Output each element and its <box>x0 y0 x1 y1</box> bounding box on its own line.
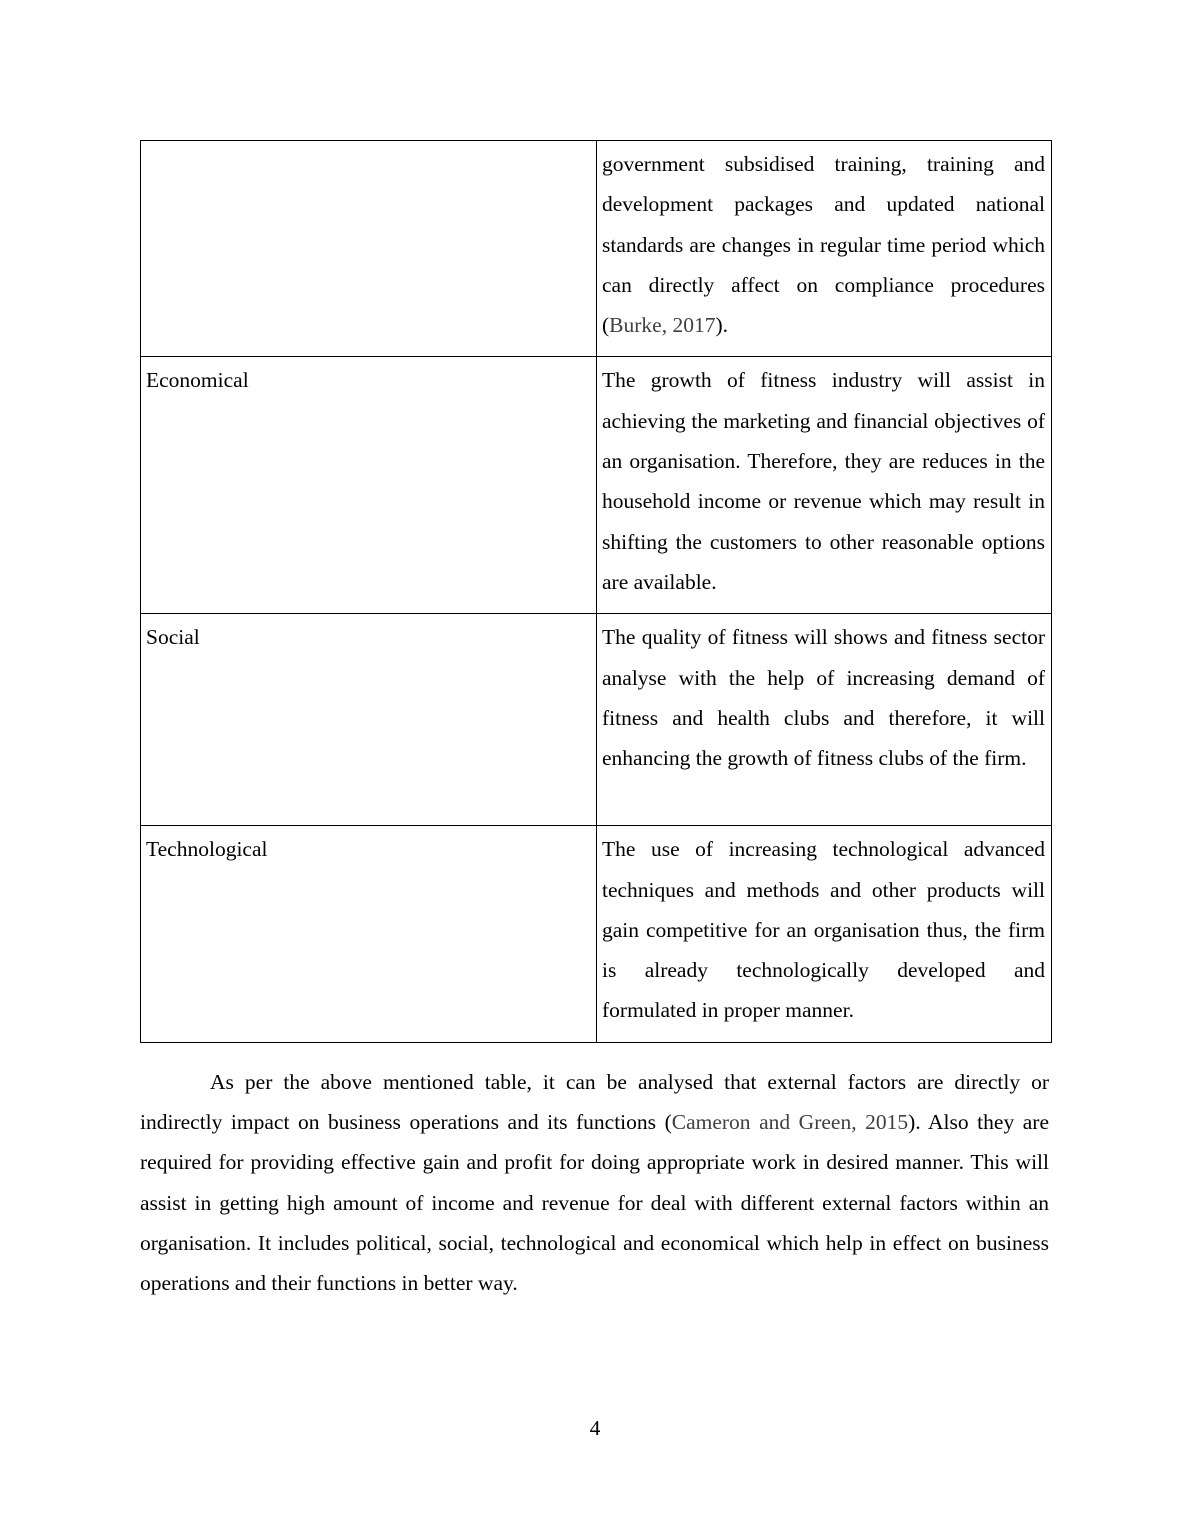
description-text: The growth of fitness industry will assist in achieving the marketing and financial objectives of an organisation. Therefore, they are reduces in the household income or revenue which may result in shifting the customers to other reasonable options are available. <box>602 368 1045 594</box>
description-cell <box>597 141 1052 357</box>
citation: Cameron and Green, 2015 <box>671 1110 909 1135</box>
description-text: government subsidised training, training and development packages and updated national standards are changes in regular time period which can directly affect on compliance procedures ( <box>602 152 1045 338</box>
table-row <box>141 826 1052 1042</box>
factor-cell <box>141 141 597 357</box>
pestle-table <box>140 140 1052 1043</box>
description-tail: ). <box>715 313 729 338</box>
factor-cell: Social <box>141 614 597 826</box>
table-row <box>141 357 1052 614</box>
factor-cell: Technological <box>141 826 597 1042</box>
table-row <box>141 141 1052 357</box>
paragraph-text-start: As per the above mentioned table, it can be analysed that external factors are directly or indirectly impact on business operations and its functions ( <box>140 1070 1049 1135</box>
description-text: The use of increasing technological advanced techniques and methods and other products will gain competitive for an organisation thus, the firm is already technologically developed and formulated in proper manner. <box>602 837 1045 1023</box>
description-text: The quality of fitness will shows and fitness sector analyse with the help of increasing demand of fitness and health clubs and therefore, it will enhancing the growth of fitness clubs of the firm. <box>602 625 1045 771</box>
factor-cell: Economical <box>141 357 597 614</box>
citation: Burke, 2017 <box>609 313 716 338</box>
table-row <box>141 614 1052 826</box>
page-number: 4 <box>589 1416 601 1440</box>
description-cell <box>597 826 1052 1042</box>
paragraph-text-end: ). Also they are required for providing effective gain and profit for doing appropriate work in desired manner. This will assist in getting high amount of income and revenue for deal with different external factors within an organisation. It includes political, social, technological and economical which help in effect on business operations and their functions in better way. <box>140 1110 1049 1296</box>
description-cell <box>597 614 1052 826</box>
body-paragraph <box>140 1062 1049 1303</box>
description-cell <box>597 357 1052 614</box>
